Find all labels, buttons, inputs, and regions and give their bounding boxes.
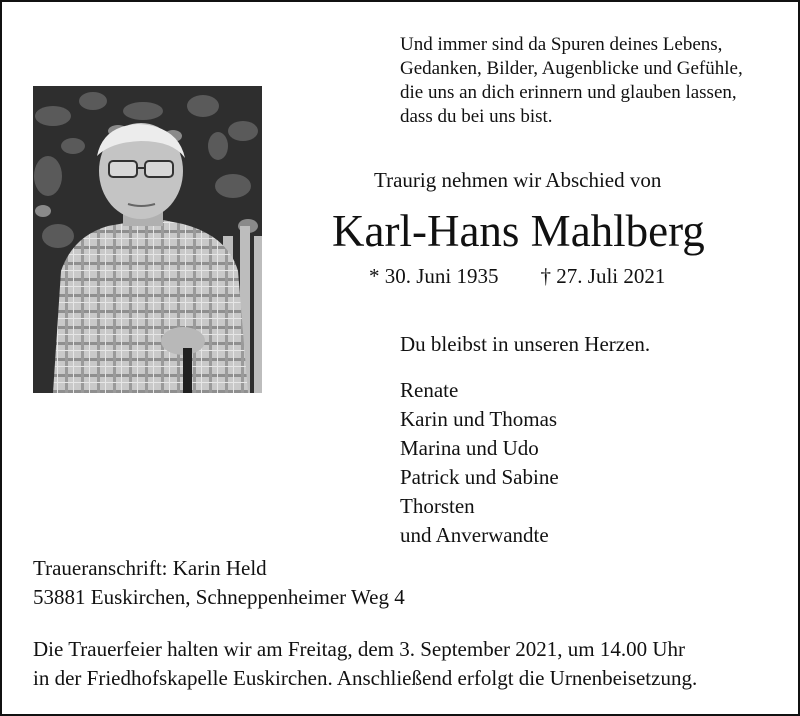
motto: Du bleibst in unseren Herzen. [400, 332, 651, 356]
portrait-illustration [33, 86, 262, 393]
ceremony-line: Die Trauerfeier halten wir am Freitag, dem 3. September 2021, um 14.00 Uhr [33, 637, 686, 661]
poem-line: Und immer sind da Spuren deines Lebens, [400, 34, 723, 55]
ceremony-notice [33, 635, 697, 693]
mourner-name: und Anverwandte [400, 523, 549, 547]
poem [400, 33, 780, 129]
mourner-name: Renate [400, 378, 459, 402]
mourner-name: Karin und Thomas [400, 407, 558, 431]
birth-date: * 30. Juni 1935 [369, 264, 499, 288]
life-dates [369, 264, 665, 289]
farewell-intro: Traurig nehmen wir Abschied von [374, 168, 662, 192]
mourners-list [400, 376, 559, 550]
address-line: Traueranschrift: Karin Held [33, 556, 267, 580]
mourner-name: Patrick und Sabine [400, 465, 559, 489]
deceased-name: Karl-Hans Mahlberg [332, 206, 705, 256]
poem-line: Gedanken, Bilder, Augenblicke und Gefühle, [400, 58, 743, 79]
address-line: 53881 Euskirchen, Schneppenheimer Weg 4 [33, 585, 405, 609]
mourning-address [33, 554, 405, 612]
mourner-name: Marina und Udo [400, 436, 539, 460]
poem-line: dass du bei uns bist. [400, 106, 553, 127]
death-date: † 27. Juli 2021 [540, 264, 666, 288]
poem-line: die uns an dich erinnern und glauben lassen, [400, 82, 737, 103]
portrait-photo [33, 86, 262, 393]
ceremony-line: in der Friedhofskapelle Euskirchen. Anschließend erfolgt die Urnenbeisetzung. [33, 666, 698, 690]
mourner-name: Thorsten [400, 494, 475, 518]
